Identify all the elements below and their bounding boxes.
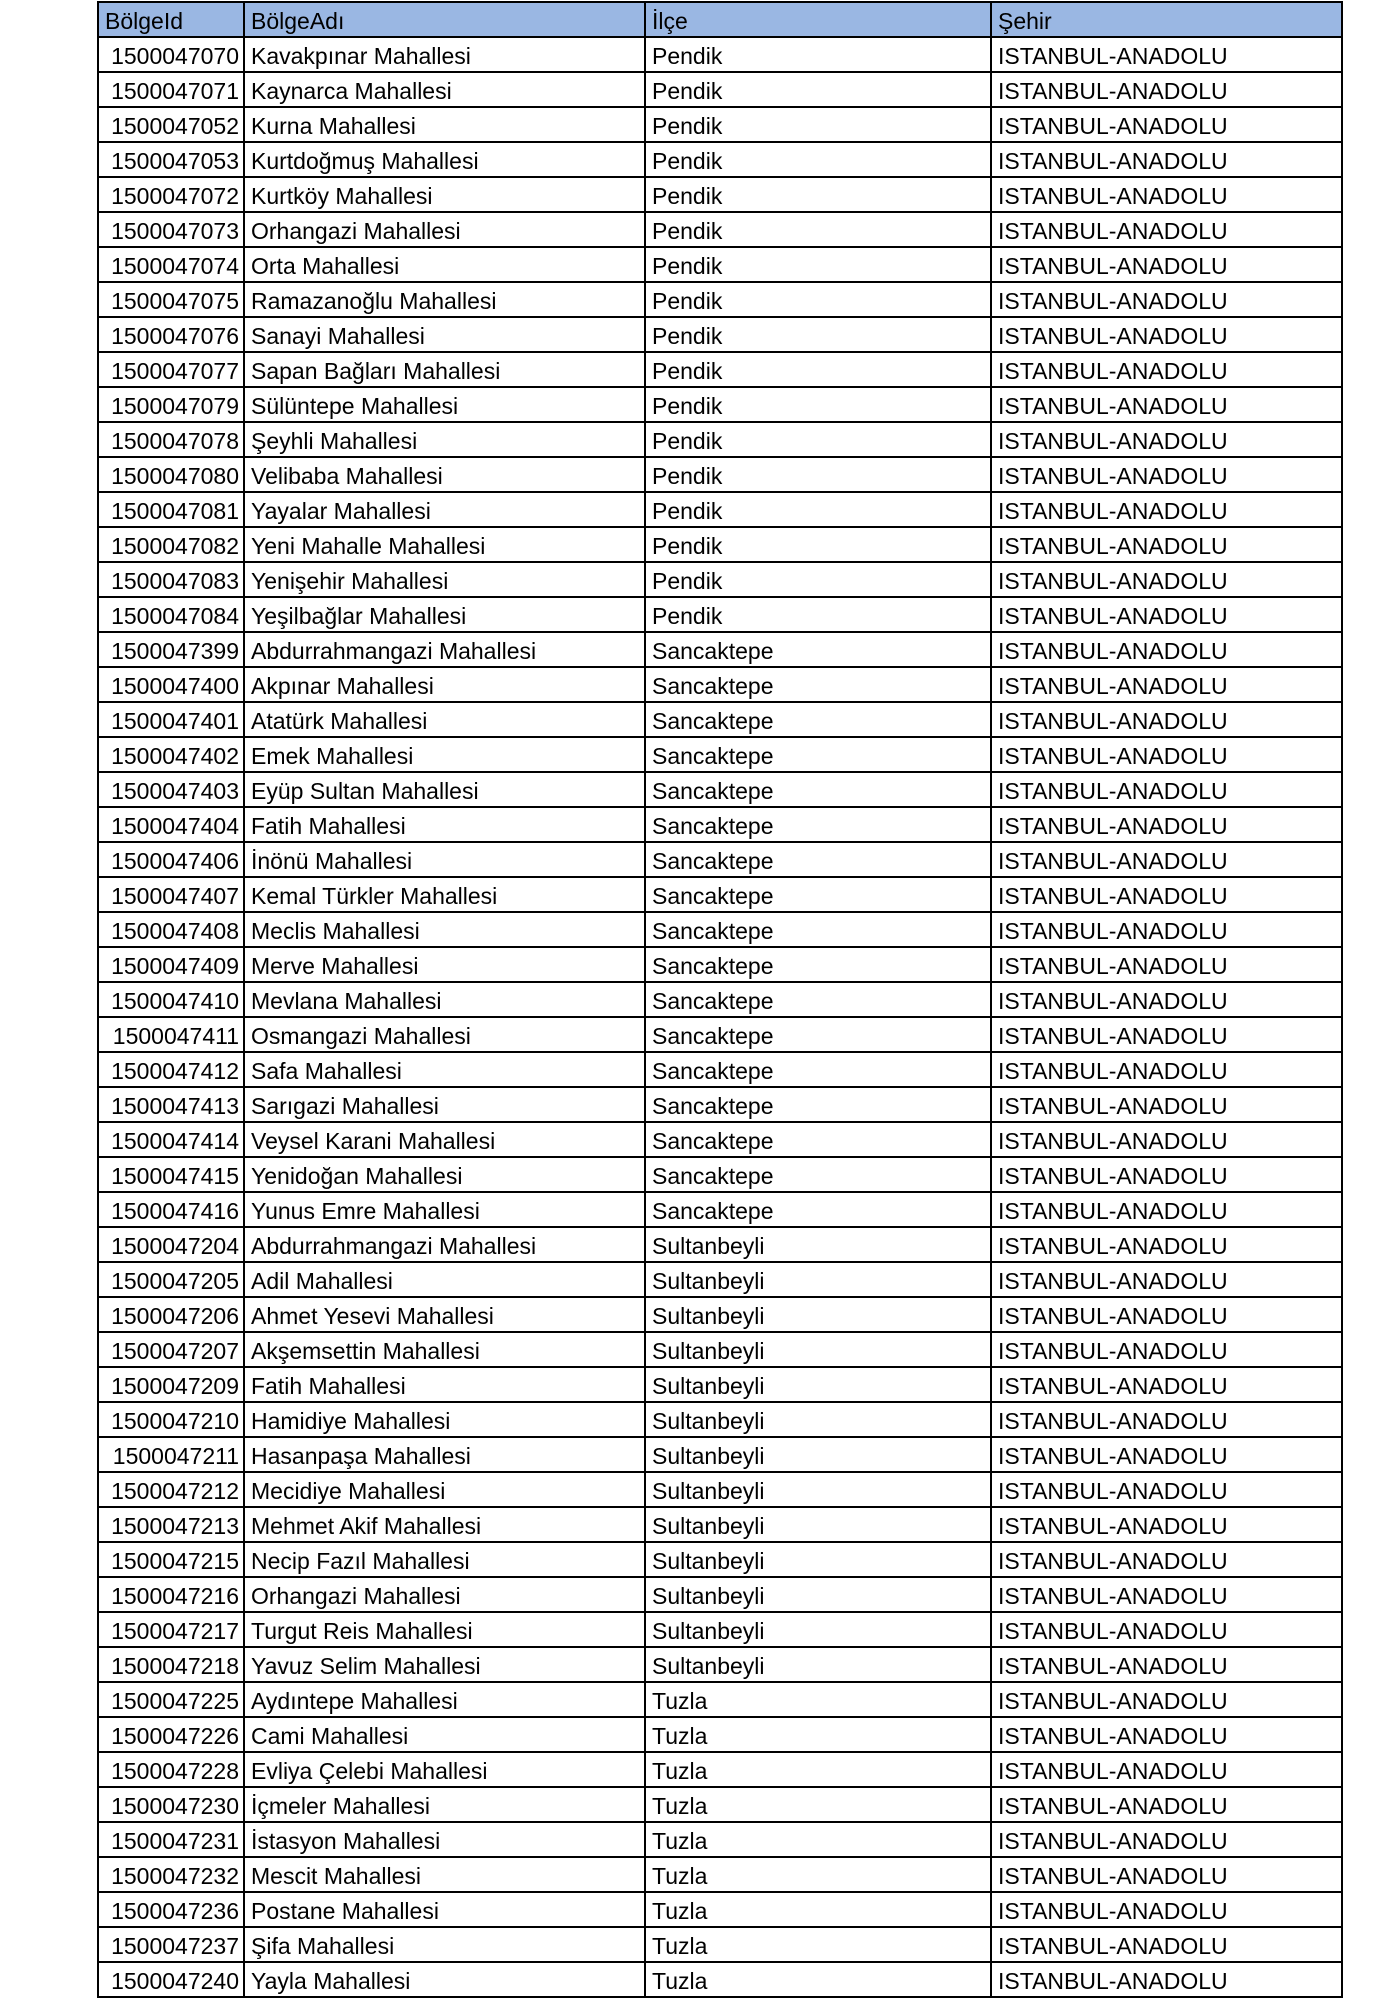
bolge-adi-cell[interactable]: İstasyon Mahallesi — [244, 1822, 645, 1857]
ilce-cell[interactable]: Sultanbeyli — [645, 1507, 991, 1542]
ilce-cell[interactable]: Sancaktepe — [645, 772, 991, 807]
ilce-cell[interactable]: Tuzla — [645, 1962, 991, 1997]
bolge-adi-cell[interactable]: Velibaba Mahallesi — [244, 457, 645, 492]
bolge-adi-cell[interactable]: Osmangazi Mahallesi — [244, 1017, 645, 1052]
sehir-cell[interactable]: ISTANBUL-ANADOLU — [991, 422, 1342, 457]
bolge-id-cell[interactable]: 1500047416 — [98, 1192, 244, 1227]
bolge-id-cell[interactable]: 1500047216 — [98, 1577, 244, 1612]
bolge-adi-cell[interactable]: Yeni Mahalle Mahallesi — [244, 527, 645, 562]
bolge-id-cell[interactable]: 1500047213 — [98, 1507, 244, 1542]
sehir-cell[interactable]: ISTANBUL-ANADOLU — [991, 562, 1342, 597]
sehir-cell[interactable]: ISTANBUL-ANADOLU — [991, 1892, 1342, 1927]
ilce-cell[interactable]: Sultanbeyli — [645, 1472, 991, 1507]
bolge-id-cell[interactable]: 1500047211 — [98, 1437, 244, 1472]
sehir-cell[interactable]: ISTANBUL-ANADOLU — [991, 1262, 1342, 1297]
bolge-adi-cell[interactable]: Ramazanoğlu Mahallesi — [244, 282, 645, 317]
bolge-id-cell[interactable]: 1500047400 — [98, 667, 244, 702]
table-row — [98, 422, 1342, 457]
sehir-cell[interactable]: ISTANBUL-ANADOLU — [991, 772, 1342, 807]
bolge-id-cell[interactable]: 1500047409 — [98, 947, 244, 982]
ilce-cell[interactable]: Tuzla — [645, 1822, 991, 1857]
ilce-cell[interactable]: Sultanbeyli — [645, 1332, 991, 1367]
bolge-id-cell[interactable]: 1500047404 — [98, 807, 244, 842]
sehir-cell[interactable]: ISTANBUL-ANADOLU — [991, 1122, 1342, 1157]
bolge-id-cell[interactable]: 1500047231 — [98, 1822, 244, 1857]
bolge-id-cell[interactable]: 1500047232 — [98, 1857, 244, 1892]
sehir-cell[interactable]: ISTANBUL-ANADOLU — [991, 1717, 1342, 1752]
table-row — [98, 1472, 1342, 1507]
sehir-cell[interactable]: ISTANBUL-ANADOLU — [991, 527, 1342, 562]
sehir-cell[interactable]: ISTANBUL-ANADOLU — [991, 1402, 1342, 1437]
bolge-adi-cell[interactable]: İnönü Mahallesi — [244, 842, 645, 877]
ilce-cell[interactable]: Sultanbeyli — [645, 1227, 991, 1262]
table-row — [98, 282, 1342, 317]
sehir-cell[interactable]: ISTANBUL-ANADOLU — [991, 842, 1342, 877]
bolge-adi-cell[interactable]: Orta Mahallesi — [244, 247, 645, 282]
table-row — [98, 1787, 1342, 1822]
sehir-cell[interactable]: ISTANBUL-ANADOLU — [991, 212, 1342, 247]
sehir-cell[interactable]: ISTANBUL-ANADOLU — [991, 177, 1342, 212]
bolge-id-cell[interactable]: 1500047070 — [98, 37, 244, 72]
sehir-cell[interactable]: ISTANBUL-ANADOLU — [991, 1332, 1342, 1367]
table-row — [98, 1262, 1342, 1297]
sehir-cell[interactable]: ISTANBUL-ANADOLU — [991, 702, 1342, 737]
ilce-cell[interactable]: Tuzla — [645, 1892, 991, 1927]
ilce-cell[interactable]: Tuzla — [645, 1787, 991, 1822]
sehir-cell[interactable]: ISTANBUL-ANADOLU — [991, 632, 1342, 667]
table-row — [98, 107, 1342, 142]
table-row — [98, 702, 1342, 737]
bolge-adi-cell[interactable]: Mevlana Mahallesi — [244, 982, 645, 1017]
header-bolge-adi[interactable]: BölgeAdı — [244, 2, 645, 37]
table-row — [98, 1017, 1342, 1052]
bolge-id-cell[interactable]: 1500047402 — [98, 737, 244, 772]
sehir-cell[interactable]: ISTANBUL-ANADOLU — [991, 107, 1342, 142]
bolge-id-cell[interactable]: 1500047073 — [98, 212, 244, 247]
table-row — [98, 807, 1342, 842]
table-row — [98, 177, 1342, 212]
ilce-cell[interactable]: Pendik — [645, 177, 991, 212]
table-row — [98, 1927, 1342, 1962]
ilce-cell[interactable]: Sancaktepe — [645, 947, 991, 982]
bolge-adi-cell[interactable]: Mescit Mahallesi — [244, 1857, 645, 1892]
table-row — [98, 1822, 1342, 1857]
sehir-cell[interactable]: ISTANBUL-ANADOLU — [991, 387, 1342, 422]
bolge-adi-cell[interactable]: Yayalar Mahallesi — [244, 492, 645, 527]
header-ilce[interactable]: İlçe — [645, 2, 991, 37]
table-row — [98, 1647, 1342, 1682]
bolge-id-cell[interactable]: 1500047217 — [98, 1612, 244, 1647]
bolge-adi-cell[interactable]: Fatih Mahallesi — [244, 807, 645, 842]
table-row — [98, 1087, 1342, 1122]
sehir-cell[interactable]: ISTANBUL-ANADOLU — [991, 457, 1342, 492]
sehir-cell[interactable]: ISTANBUL-ANADOLU — [991, 912, 1342, 947]
sehir-cell[interactable]: ISTANBUL-ANADOLU — [991, 1297, 1342, 1332]
ilce-cell[interactable]: Pendik — [645, 317, 991, 352]
bolge-id-cell[interactable]: 1500047228 — [98, 1752, 244, 1787]
table-row — [98, 1227, 1342, 1262]
sehir-cell[interactable]: ISTANBUL-ANADOLU — [991, 1192, 1342, 1227]
bolge-id-cell[interactable]: 1500047414 — [98, 1122, 244, 1157]
sehir-cell[interactable]: ISTANBUL-ANADOLU — [991, 1017, 1342, 1052]
bolge-id-cell[interactable]: 1500047053 — [98, 142, 244, 177]
bolge-id-cell[interactable]: 1500047076 — [98, 317, 244, 352]
ilce-cell[interactable]: Pendik — [645, 457, 991, 492]
bolge-adi-cell[interactable]: Cami Mahallesi — [244, 1717, 645, 1752]
table-row — [98, 632, 1342, 667]
sehir-cell[interactable]: ISTANBUL-ANADOLU — [991, 982, 1342, 1017]
bolge-id-cell[interactable]: 1500047079 — [98, 387, 244, 422]
table-row — [98, 877, 1342, 912]
ilce-cell[interactable]: Tuzla — [645, 1752, 991, 1787]
table-row — [98, 1402, 1342, 1437]
table-row — [98, 737, 1342, 772]
bolge-adi-cell[interactable]: Sanayi Mahallesi — [244, 317, 645, 352]
sehir-cell[interactable]: ISTANBUL-ANADOLU — [991, 1682, 1342, 1717]
table-row — [98, 1892, 1342, 1927]
ilce-cell[interactable]: Sancaktepe — [645, 737, 991, 772]
ilce-cell[interactable]: Pendik — [645, 562, 991, 597]
bolge-id-cell[interactable]: 1500047077 — [98, 352, 244, 387]
bolge-id-cell[interactable]: 1500047205 — [98, 1262, 244, 1297]
header-row — [98, 2, 1342, 37]
bolge-adi-cell[interactable]: Safa Mahallesi — [244, 1052, 645, 1087]
bolge-adi-cell[interactable]: Merve Mahallesi — [244, 947, 645, 982]
bolge-adi-cell[interactable]: Eyüp Sultan Mahallesi — [244, 772, 645, 807]
bolge-adi-cell[interactable]: Yeşilbağlar Mahallesi — [244, 597, 645, 632]
sehir-cell[interactable]: ISTANBUL-ANADOLU — [991, 1367, 1342, 1402]
table-row — [98, 772, 1342, 807]
bolge-id-cell[interactable]: 1500047413 — [98, 1087, 244, 1122]
ilce-cell[interactable]: Pendik — [645, 107, 991, 142]
ilce-cell[interactable]: Tuzla — [645, 1857, 991, 1892]
bolge-adi-cell[interactable]: Fatih Mahallesi — [244, 1367, 645, 1402]
table-row — [98, 1612, 1342, 1647]
table-row — [98, 982, 1342, 1017]
table-row — [98, 1297, 1342, 1332]
ilce-cell[interactable]: Sancaktepe — [645, 877, 991, 912]
table-body — [98, 37, 1342, 1997]
bolge-adi-cell[interactable]: Mehmet Akif Mahallesi — [244, 1507, 645, 1542]
table-row — [98, 527, 1342, 562]
table-row — [98, 1332, 1342, 1367]
table-row — [98, 142, 1342, 177]
bolge-id-cell[interactable]: 1500047083 — [98, 562, 244, 597]
bolge-adi-cell[interactable]: Yayla Mahallesi — [244, 1962, 645, 1997]
bolge-adi-cell[interactable]: Hasanpaşa Mahallesi — [244, 1437, 645, 1472]
header-sehir[interactable]: Şehir — [991, 2, 1342, 37]
ilce-cell[interactable]: Pendik — [645, 142, 991, 177]
ilce-cell[interactable]: Pendik — [645, 352, 991, 387]
sehir-cell[interactable]: ISTANBUL-ANADOLU — [991, 1542, 1342, 1577]
bolge-adi-cell[interactable]: Yavuz Selim Mahallesi — [244, 1647, 645, 1682]
bolge-id-cell[interactable]: 1500047415 — [98, 1157, 244, 1192]
bolge-id-cell[interactable]: 1500047204 — [98, 1227, 244, 1262]
ilce-cell[interactable]: Pendik — [645, 247, 991, 282]
bolge-adi-cell[interactable]: Kurtdoğmuş Mahallesi — [244, 142, 645, 177]
bolge-adi-cell[interactable]: Yenidoğan Mahallesi — [244, 1157, 645, 1192]
bolge-id-cell[interactable]: 1500047078 — [98, 422, 244, 457]
bolge-id-cell[interactable]: 1500047212 — [98, 1472, 244, 1507]
table-row — [98, 1052, 1342, 1087]
ilce-cell[interactable]: Sancaktepe — [645, 912, 991, 947]
table-row — [98, 947, 1342, 982]
ilce-cell[interactable]: Pendik — [645, 212, 991, 247]
table-row — [98, 1717, 1342, 1752]
bolge-id-cell[interactable]: 1500047408 — [98, 912, 244, 947]
ilce-cell[interactable]: Pendik — [645, 492, 991, 527]
ilce-cell[interactable]: Sultanbeyli — [645, 1402, 991, 1437]
bolge-adi-cell[interactable]: Şeyhli Mahallesi — [244, 422, 645, 457]
header-bolge-id[interactable]: BölgeId — [98, 2, 244, 37]
sehir-cell[interactable]: ISTANBUL-ANADOLU — [991, 1577, 1342, 1612]
ilce-cell[interactable]: Sultanbeyli — [645, 1297, 991, 1332]
sehir-cell[interactable]: ISTANBUL-ANADOLU — [991, 1857, 1342, 1892]
bolge-id-cell[interactable]: 1500047215 — [98, 1542, 244, 1577]
ilce-cell[interactable]: Sancaktepe — [645, 807, 991, 842]
bolge-id-cell[interactable]: 1500047052 — [98, 107, 244, 142]
table-row — [98, 1577, 1342, 1612]
bolge-adi-cell[interactable]: Hamidiye Mahallesi — [244, 1402, 645, 1437]
bolge-adi-cell[interactable]: Akpınar Mahallesi — [244, 667, 645, 702]
ilce-cell[interactable]: Pendik — [645, 527, 991, 562]
bolge-id-cell[interactable]: 1500047082 — [98, 527, 244, 562]
bolge-id-cell[interactable]: 1500047236 — [98, 1892, 244, 1927]
bolge-adi-cell[interactable]: Kemal Türkler Mahallesi — [244, 877, 645, 912]
bolge-id-cell[interactable]: 1500047225 — [98, 1682, 244, 1717]
bolge-adi-cell[interactable]: Sülüntepe Mahallesi — [244, 387, 645, 422]
bolge-id-cell[interactable]: 1500047084 — [98, 597, 244, 632]
sehir-cell[interactable]: ISTANBUL-ANADOLU — [991, 1157, 1342, 1192]
bolge-adi-cell[interactable]: Atatürk Mahallesi — [244, 702, 645, 737]
table-row — [98, 247, 1342, 282]
bolge-adi-cell[interactable]: Orhangazi Mahallesi — [244, 212, 645, 247]
bolge-adi-cell[interactable]: Meclis Mahallesi — [244, 912, 645, 947]
table-row — [98, 1542, 1342, 1577]
bolge-id-cell[interactable]: 1500047406 — [98, 842, 244, 877]
bolge-adi-cell[interactable]: Akşemsettin Mahallesi — [244, 1332, 645, 1367]
bolge-id-cell[interactable]: 1500047207 — [98, 1332, 244, 1367]
spreadsheet-page — [97, 1, 1341, 1998]
bolge-id-cell[interactable]: 1500047403 — [98, 772, 244, 807]
table-row — [98, 212, 1342, 247]
sehir-cell[interactable]: ISTANBUL-ANADOLU — [991, 667, 1342, 702]
sehir-cell[interactable]: ISTANBUL-ANADOLU — [991, 352, 1342, 387]
table-row — [98, 667, 1342, 702]
table-row — [98, 387, 1342, 422]
sehir-cell[interactable]: ISTANBUL-ANADOLU — [991, 282, 1342, 317]
ilce-cell[interactable]: Tuzla — [645, 1717, 991, 1752]
bolge-id-cell[interactable]: 1500047209 — [98, 1367, 244, 1402]
sehir-cell[interactable]: ISTANBUL-ANADOLU — [991, 1227, 1342, 1262]
sehir-cell[interactable]: ISTANBUL-ANADOLU — [991, 947, 1342, 982]
table-row — [98, 597, 1342, 632]
bolge-id-cell[interactable]: 1500047412 — [98, 1052, 244, 1087]
bolge-adi-cell[interactable]: Kurna Mahallesi — [244, 107, 645, 142]
table-row — [98, 1507, 1342, 1542]
table-row — [98, 457, 1342, 492]
sehir-cell[interactable]: ISTANBUL-ANADOLU — [991, 1472, 1342, 1507]
ilce-cell[interactable]: Sancaktepe — [645, 1017, 991, 1052]
ilce-cell[interactable]: Sancaktepe — [645, 1087, 991, 1122]
bolge-id-cell[interactable]: 1500047206 — [98, 1297, 244, 1332]
sehir-cell[interactable]: ISTANBUL-ANADOLU — [991, 37, 1342, 72]
bolge-adi-cell[interactable]: Sarıgazi Mahallesi — [244, 1087, 645, 1122]
bolge-id-cell[interactable]: 1500047230 — [98, 1787, 244, 1822]
bolge-adi-cell[interactable]: Abdurrahmangazi Mahallesi — [244, 1227, 645, 1262]
sehir-cell[interactable]: ISTANBUL-ANADOLU — [991, 247, 1342, 282]
table-row — [98, 1367, 1342, 1402]
table-row — [98, 1857, 1342, 1892]
ilce-cell[interactable]: Pendik — [645, 422, 991, 457]
bolge-adi-cell[interactable]: Abdurrahmangazi Mahallesi — [244, 632, 645, 667]
ilce-cell[interactable]: Sancaktepe — [645, 1122, 991, 1157]
ilce-cell[interactable]: Sultanbeyli — [645, 1647, 991, 1682]
bolge-adi-cell[interactable]: Evliya Çelebi Mahallesi — [244, 1752, 645, 1787]
table-row — [98, 912, 1342, 947]
bolge-id-cell[interactable]: 1500047072 — [98, 177, 244, 212]
sehir-cell[interactable]: ISTANBUL-ANADOLU — [991, 1052, 1342, 1087]
bolge-id-cell[interactable]: 1500047407 — [98, 877, 244, 912]
ilce-cell[interactable]: Sancaktepe — [645, 632, 991, 667]
sehir-cell[interactable]: ISTANBUL-ANADOLU — [991, 1787, 1342, 1822]
ilce-cell[interactable]: Sultanbeyli — [645, 1612, 991, 1647]
sehir-cell[interactable]: ISTANBUL-ANADOLU — [991, 737, 1342, 772]
bolge-adi-cell[interactable]: Orhangazi Mahallesi — [244, 1577, 645, 1612]
table-row — [98, 1752, 1342, 1787]
table-row — [98, 1122, 1342, 1157]
bolge-id-cell[interactable]: 1500047081 — [98, 492, 244, 527]
bolge-adi-cell[interactable]: Yenişehir Mahallesi — [244, 562, 645, 597]
table-row — [98, 1157, 1342, 1192]
bolge-id-cell[interactable]: 1500047399 — [98, 632, 244, 667]
bolge-adi-cell[interactable]: Adil Mahallesi — [244, 1262, 645, 1297]
table-row — [98, 1437, 1342, 1472]
bolge-id-cell[interactable]: 1500047237 — [98, 1927, 244, 1962]
sehir-cell[interactable]: ISTANBUL-ANADOLU — [991, 1752, 1342, 1787]
ilce-cell[interactable]: Tuzla — [645, 1927, 991, 1962]
bolge-adi-cell[interactable]: Emek Mahallesi — [244, 737, 645, 772]
bolge-adi-cell[interactable]: Kaynarca Mahallesi — [244, 72, 645, 107]
sehir-cell[interactable]: ISTANBUL-ANADOLU — [991, 1647, 1342, 1682]
bolge-id-cell[interactable]: 1500047411 — [98, 1017, 244, 1052]
ilce-cell[interactable]: Sancaktepe — [645, 1157, 991, 1192]
ilce-cell[interactable]: Sancaktepe — [645, 1052, 991, 1087]
region-table — [97, 1, 1343, 1998]
sehir-cell[interactable]: ISTANBUL-ANADOLU — [991, 142, 1342, 177]
bolge-id-cell[interactable]: 1500047075 — [98, 282, 244, 317]
sehir-cell[interactable]: ISTANBUL-ANADOLU — [991, 1437, 1342, 1472]
bolge-adi-cell[interactable]: Aydıntepe Mahallesi — [244, 1682, 645, 1717]
sehir-cell[interactable]: ISTANBUL-ANADOLU — [991, 492, 1342, 527]
bolge-id-cell[interactable]: 1500047218 — [98, 1647, 244, 1682]
ilce-cell[interactable]: Tuzla — [645, 1682, 991, 1717]
table-row — [98, 492, 1342, 527]
bolge-adi-cell[interactable]: Mecidiye Mahallesi — [244, 1472, 645, 1507]
table-row — [98, 317, 1342, 352]
table-row — [98, 72, 1342, 107]
ilce-cell[interactable]: Sultanbeyli — [645, 1262, 991, 1297]
ilce-cell[interactable]: Pendik — [645, 387, 991, 422]
bolge-adi-cell[interactable]: Veysel Karani Mahallesi — [244, 1122, 645, 1157]
ilce-cell[interactable]: Pendik — [645, 72, 991, 107]
table-row — [98, 842, 1342, 877]
sehir-cell[interactable]: ISTANBUL-ANADOLU — [991, 807, 1342, 842]
bolge-id-cell[interactable]: 1500047401 — [98, 702, 244, 737]
bolge-id-cell[interactable]: 1500047071 — [98, 72, 244, 107]
table-header — [98, 2, 1342, 37]
table-row — [98, 1682, 1342, 1717]
bolge-adi-cell[interactable]: Şifa Mahallesi — [244, 1927, 645, 1962]
table-row — [98, 352, 1342, 387]
bolge-id-cell[interactable]: 1500047080 — [98, 457, 244, 492]
sehir-cell[interactable]: ISTANBUL-ANADOLU — [991, 1087, 1342, 1122]
bolge-adi-cell[interactable]: Yunus Emre Mahallesi — [244, 1192, 645, 1227]
ilce-cell[interactable]: Sultanbeyli — [645, 1577, 991, 1612]
bolge-id-cell[interactable]: 1500047410 — [98, 982, 244, 1017]
sehir-cell[interactable]: ISTANBUL-ANADOLU — [991, 317, 1342, 352]
bolge-adi-cell[interactable]: Turgut Reis Mahallesi — [244, 1612, 645, 1647]
bolge-adi-cell[interactable]: Ahmet Yesevi Mahallesi — [244, 1297, 645, 1332]
bolge-id-cell[interactable]: 1500047240 — [98, 1962, 244, 1997]
bolge-id-cell[interactable]: 1500047210 — [98, 1402, 244, 1437]
ilce-cell[interactable]: Sancaktepe — [645, 667, 991, 702]
sehir-cell[interactable]: ISTANBUL-ANADOLU — [991, 1822, 1342, 1857]
bolge-adi-cell[interactable]: Sapan Bağları Mahallesi — [244, 352, 645, 387]
bolge-id-cell[interactable]: 1500047226 — [98, 1717, 244, 1752]
ilce-cell[interactable]: Pendik — [645, 37, 991, 72]
bolge-id-cell[interactable]: 1500047074 — [98, 247, 244, 282]
ilce-cell[interactable]: Sultanbeyli — [645, 1367, 991, 1402]
bolge-adi-cell[interactable]: İçmeler Mahallesi — [244, 1787, 645, 1822]
sehir-cell[interactable]: ISTANBUL-ANADOLU — [991, 1612, 1342, 1647]
ilce-cell[interactable]: Sancaktepe — [645, 702, 991, 737]
bolge-adi-cell[interactable]: Postane Mahallesi — [244, 1892, 645, 1927]
sehir-cell[interactable]: ISTANBUL-ANADOLU — [991, 1927, 1342, 1962]
ilce-cell[interactable]: Sultanbeyli — [645, 1437, 991, 1472]
table-row — [98, 1192, 1342, 1227]
sehir-cell[interactable]: ISTANBUL-ANADOLU — [991, 72, 1342, 107]
table-row — [98, 562, 1342, 597]
ilce-cell[interactable]: Sancaktepe — [645, 842, 991, 877]
table-row — [98, 37, 1342, 72]
ilce-cell[interactable]: Pendik — [645, 282, 991, 317]
bolge-adi-cell[interactable]: Necip Fazıl Mahallesi — [244, 1542, 645, 1577]
sehir-cell[interactable]: ISTANBUL-ANADOLU — [991, 877, 1342, 912]
ilce-cell[interactable]: Sancaktepe — [645, 982, 991, 1017]
sehir-cell[interactable]: ISTANBUL-ANADOLU — [991, 597, 1342, 632]
ilce-cell[interactable]: Sancaktepe — [645, 1192, 991, 1227]
sehir-cell[interactable]: ISTANBUL-ANADOLU — [991, 1962, 1342, 1997]
ilce-cell[interactable]: Sultanbeyli — [645, 1542, 991, 1577]
sehir-cell[interactable]: ISTANBUL-ANADOLU — [991, 1507, 1342, 1542]
ilce-cell[interactable]: Pendik — [645, 597, 991, 632]
bolge-adi-cell[interactable]: Kurtköy Mahallesi — [244, 177, 645, 212]
bolge-adi-cell[interactable]: Kavakpınar Mahallesi — [244, 37, 645, 72]
